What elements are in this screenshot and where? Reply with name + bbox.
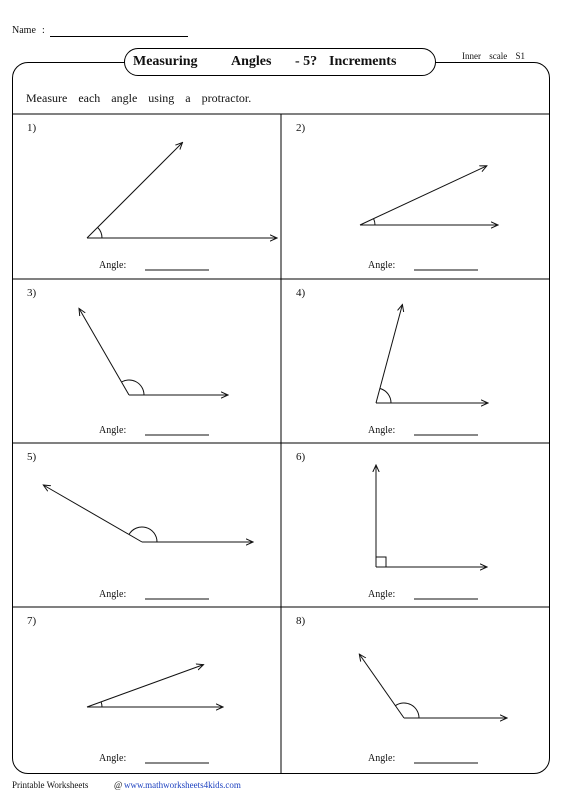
angle-arc xyxy=(101,702,102,707)
problem-number: 5) xyxy=(27,451,37,463)
problem-number: 3) xyxy=(27,287,37,299)
angle-rotated-ray xyxy=(43,485,142,542)
angle-arc xyxy=(374,219,375,225)
name-label: Name xyxy=(12,25,36,36)
title-word-angles: Angles xyxy=(231,54,272,69)
angle-answer-label: Angle: xyxy=(368,425,396,436)
angle-answer-label: Angle: xyxy=(368,260,396,271)
angle-problem-3 xyxy=(27,287,228,436)
footer-website-link[interactable]: www.mathworksheets4kids.com xyxy=(124,780,241,790)
angle-arc xyxy=(129,527,157,542)
angle-problem-1 xyxy=(27,122,277,271)
angle-answer-label: Angle: xyxy=(99,753,127,764)
angle-answer-label: Angle: xyxy=(368,589,396,600)
angle-problem-8 xyxy=(296,615,507,764)
problem-number: 8) xyxy=(296,615,306,627)
angle-problem-5 xyxy=(27,451,253,600)
angle-arc xyxy=(380,389,391,404)
angle-answer-label: Angle: xyxy=(99,589,127,600)
right-angle-mark xyxy=(376,557,386,567)
problem-number: 2) xyxy=(296,122,306,134)
angle-rotated-ray xyxy=(87,665,204,707)
angle-answer-label: Angle: xyxy=(99,260,127,271)
angle-problem-7 xyxy=(27,615,223,764)
title-word-measuring: Measuring xyxy=(133,54,198,69)
footer-at-symbol: @ xyxy=(114,780,123,790)
problem-number: 1) xyxy=(27,122,37,134)
angle-answer-label: Angle: xyxy=(99,425,127,436)
angle-problem-2 xyxy=(296,122,498,271)
title-word-increment-size: - 5? xyxy=(295,54,318,69)
name-colon: : xyxy=(42,25,45,36)
instructions: Measure each angle using a protractor. xyxy=(26,91,252,105)
angle-arc xyxy=(98,227,102,238)
problem-number: 6) xyxy=(296,451,306,463)
problem-number: 4) xyxy=(296,287,306,299)
angle-answer-label: Angle: xyxy=(368,753,396,764)
angle-rotated-ray xyxy=(360,166,487,225)
grid-lines xyxy=(12,114,550,774)
title-banner xyxy=(124,48,436,76)
angle-problem-4 xyxy=(296,287,488,436)
angle-rotated-ray xyxy=(79,308,129,395)
protractor-scale-label: Inner scale S1 xyxy=(462,51,525,61)
angle-rotated-ray xyxy=(376,305,402,404)
angle-rotated-ray xyxy=(359,654,404,718)
footer-brand: Printable Worksheets xyxy=(12,780,89,790)
angle-rotated-ray xyxy=(87,143,183,239)
problem-number: 7) xyxy=(27,615,37,627)
angle-problem-6 xyxy=(296,451,487,600)
title-word-increments: Increments xyxy=(329,54,397,69)
